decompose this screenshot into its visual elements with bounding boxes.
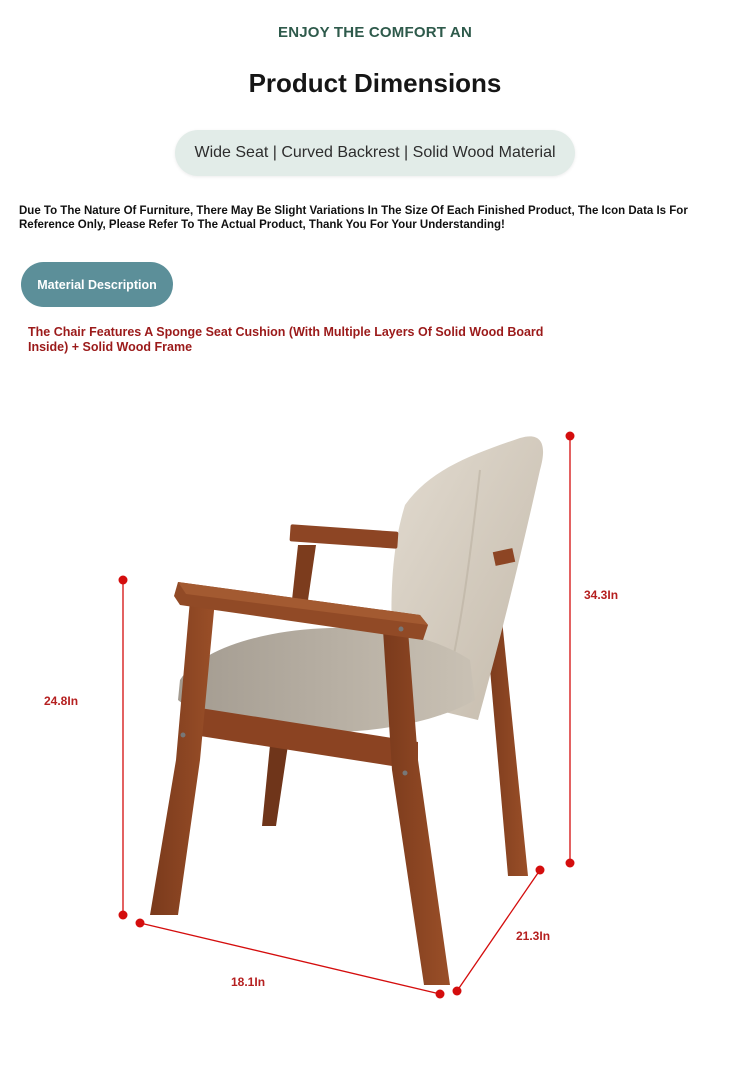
brand-kicker: ENJOY THE COMFORT AN (277, 24, 472, 41)
width-label: 18.1In (231, 975, 266, 989)
feature-pill: Wide Seat | Curved Backrest | Solid Wood Material (175, 130, 575, 176)
material-description-button[interactable]: Material Description (21, 262, 173, 307)
page-title: Product Dimensions (248, 68, 502, 98)
armrest-height-label: 24.8In (44, 694, 79, 708)
total-height-label: 34.3In (584, 588, 619, 602)
back-leg-left (262, 745, 288, 826)
chair-illustration (0, 380, 750, 1067)
material-description-text: The Chair Features A Sponge Seat Cushion (With Multiple Layers Of Solid Wood Board Inside) + Solid Wood Frame (28, 325, 544, 354)
product-figure (0, 380, 750, 1067)
width-dimension-line (140, 923, 440, 994)
size-variation-notice: Due To The Nature Of Furniture, There May Be Slight Variations In The Size Of Each Finished Product, The Icon Data Is For Reference Only, Please Refer To The Actual Product, Thank You For Your Understanding! (19, 205, 688, 231)
front-leg-left (150, 600, 215, 915)
depth-label: 21.3In (516, 929, 551, 943)
